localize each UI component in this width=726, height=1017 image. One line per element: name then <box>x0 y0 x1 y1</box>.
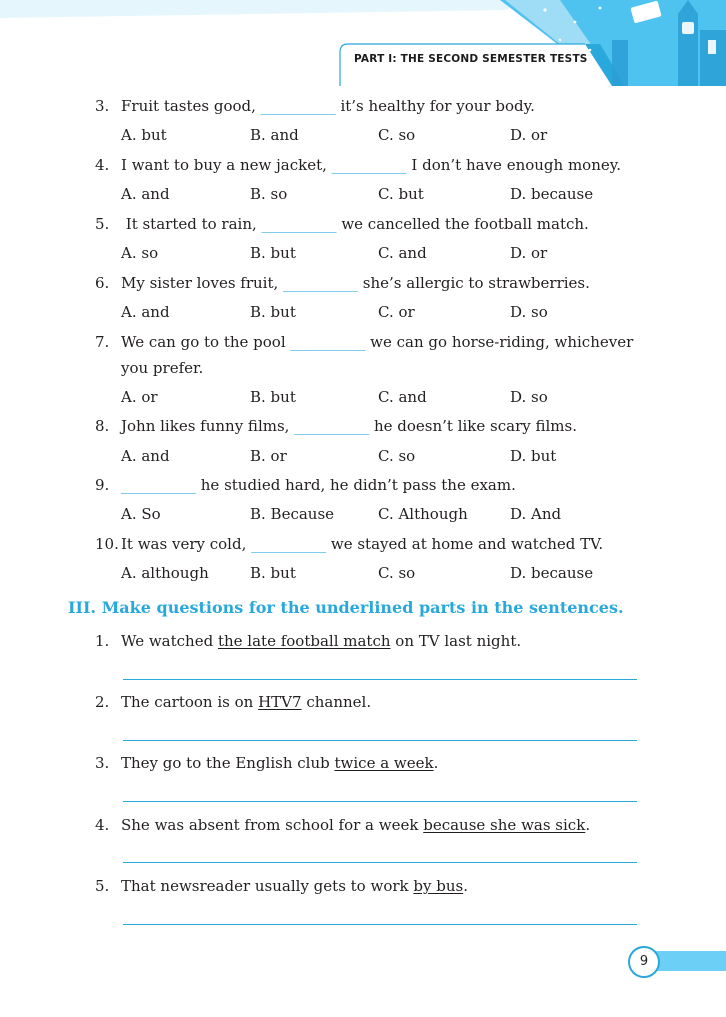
option-d[interactable]: D. because <box>510 185 594 203</box>
option-d[interactable]: D. so <box>510 303 548 321</box>
option-b[interactable]: B. but <box>250 388 296 406</box>
option-a[interactable]: A. but <box>121 126 167 144</box>
option-a[interactable]: A. although <box>121 564 209 582</box>
answer-blank[interactable]: __________ <box>331 156 407 174</box>
answer-blank[interactable]: __________ <box>260 97 336 115</box>
underlined-part: by bus <box>413 877 464 895</box>
option-d[interactable]: D. but <box>510 447 557 465</box>
question-number: 7. <box>95 333 110 351</box>
item-number: 3. <box>95 754 110 772</box>
option-a[interactable]: A. and <box>121 447 170 465</box>
option-a[interactable]: A. so <box>121 244 159 262</box>
question-number: 6. <box>95 274 110 292</box>
option-b[interactable]: B. and <box>250 126 299 144</box>
page-number-tab <box>650 951 726 971</box>
answer-blank[interactable]: __________ <box>290 333 366 351</box>
option-c[interactable]: C. so <box>378 447 416 465</box>
option-d[interactable]: D. or <box>510 244 548 262</box>
option-d[interactable]: D. so <box>510 388 548 406</box>
underlined-part: because she was sick <box>423 816 586 834</box>
section-heading: III. Make questions for the underlined parts in the sentences. <box>68 598 624 617</box>
option-a[interactable]: A. or <box>121 388 158 406</box>
header-banner <box>0 0 726 100</box>
option-d[interactable]: D. or <box>510 126 548 144</box>
option-d[interactable]: D. And <box>510 505 562 523</box>
option-c[interactable]: C. or <box>378 303 415 321</box>
option-c[interactable]: C. so <box>378 126 416 144</box>
option-b[interactable]: B. so <box>250 185 288 203</box>
item-number: 2. <box>95 693 110 711</box>
option-b[interactable]: B. but <box>250 303 296 321</box>
answer-blank[interactable]: __________ <box>294 417 370 435</box>
answer-line[interactable] <box>123 679 637 680</box>
item-number: 1. <box>95 632 110 650</box>
option-a[interactable]: A. So <box>121 505 161 523</box>
question-number: 5. <box>95 215 110 233</box>
answer-line[interactable] <box>123 801 637 802</box>
option-c[interactable]: C. but <box>378 185 424 203</box>
answer-blank[interactable]: __________ <box>283 274 359 292</box>
question-number: 8. <box>95 417 110 435</box>
answer-blank[interactable]: __________ <box>121 476 196 494</box>
question-continuation: you prefer. <box>121 359 204 377</box>
item-number: 4. <box>95 816 110 834</box>
option-d[interactable]: D. because <box>510 564 594 582</box>
question-number: 4. <box>95 156 110 174</box>
option-c[interactable]: C. Although <box>378 505 468 523</box>
option-a[interactable]: A. and <box>121 303 170 321</box>
answer-line[interactable] <box>123 740 637 741</box>
option-a[interactable]: A. and <box>121 185 170 203</box>
underlined-part: HTV7 <box>258 693 302 711</box>
option-c[interactable]: C. so <box>378 564 416 582</box>
option-b[interactable]: B. Because <box>250 505 335 523</box>
underlined-part: the late football match <box>217 632 391 650</box>
answer-blank[interactable]: __________ <box>251 535 327 553</box>
question-number: 10. <box>95 535 119 553</box>
option-b[interactable]: B. but <box>250 244 296 262</box>
question-number: 3. <box>95 97 110 115</box>
option-c[interactable]: C. and <box>378 244 427 262</box>
answer-line[interactable] <box>123 924 637 925</box>
answer-line[interactable] <box>123 862 637 863</box>
option-b[interactable]: B. or <box>250 447 287 465</box>
answer-blank[interactable]: __________ <box>261 215 337 233</box>
option-b[interactable]: B. but <box>250 564 296 582</box>
item-number: 5. <box>95 877 110 895</box>
page-number: 9 <box>628 946 660 978</box>
underlined-part: twice a week <box>334 754 434 772</box>
option-c[interactable]: C. and <box>378 388 427 406</box>
question-number: 9. <box>95 476 110 494</box>
part-title: PART I: THE SECOND SEMESTER TESTS <box>354 53 588 65</box>
